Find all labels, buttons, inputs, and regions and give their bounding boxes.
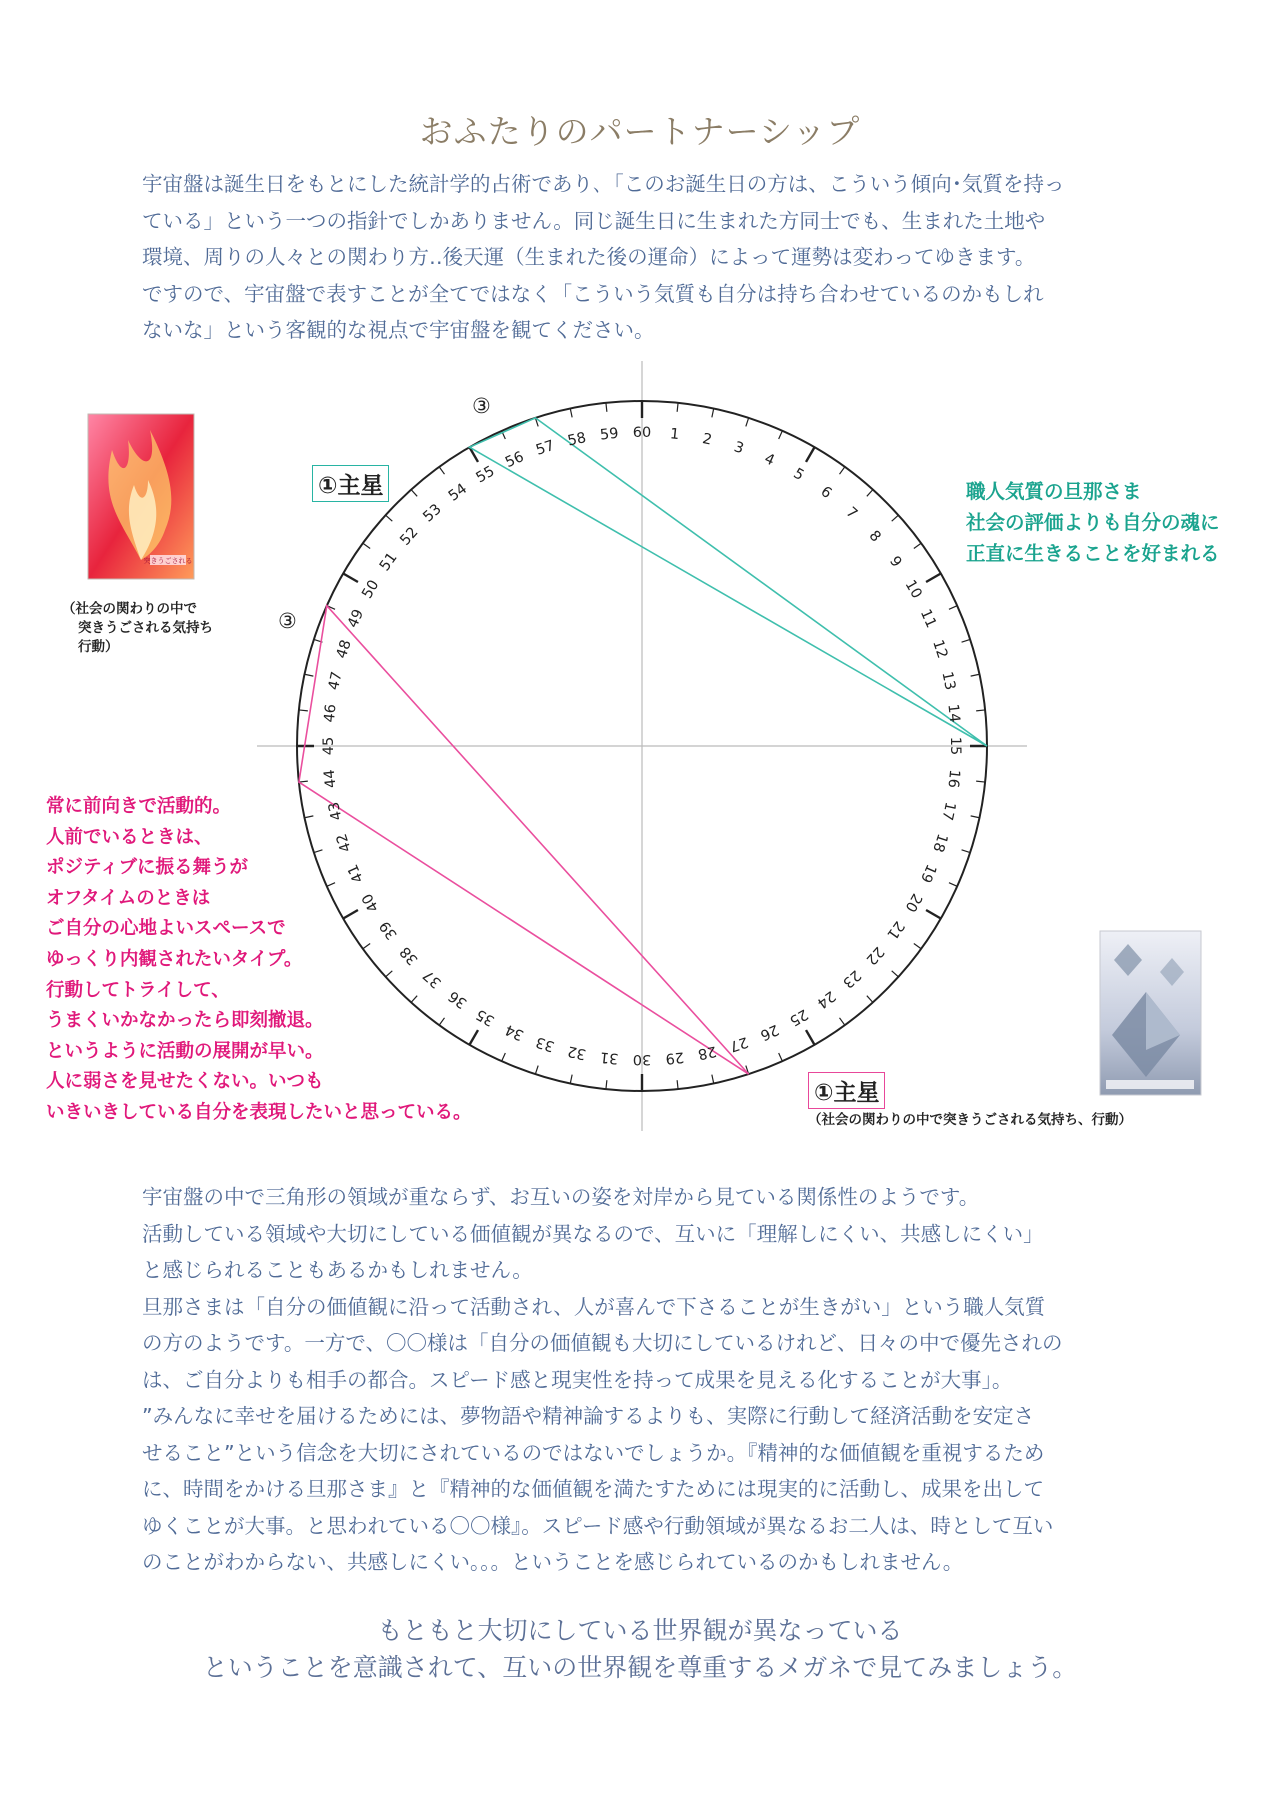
wheel-number: 59 (599, 425, 620, 444)
wheel-number: 26 (757, 1020, 781, 1043)
minor-tick (971, 674, 980, 676)
wheel-number: 39 (376, 917, 401, 943)
minor-tick (914, 943, 921, 948)
body-line: と感じられることもあるかもしれません。 (142, 1258, 533, 1282)
minor-tick (502, 1053, 506, 1061)
body-line: 宇宙盤の中で三角形の領域が重ならず、お互いの姿を対岸から見ている関係性のようです。 (142, 1185, 980, 1209)
wheel-number: 4 (761, 450, 777, 470)
wheel-number: 45 (321, 736, 337, 756)
wheel-number: 6 (817, 483, 835, 502)
husband-main-star-label: ①主星 (312, 465, 389, 502)
wheel-number: 51 (376, 549, 401, 575)
body-line: せること”という信念を大切にされているのではないでしょうか。『精神的な価値観を重視するため (142, 1440, 1045, 1465)
minor-tick (867, 490, 873, 497)
wife-note-line: いきいきしている自分を表現したいと思っている。 (46, 1101, 472, 1123)
wheel-number: 30 (632, 1051, 652, 1067)
minor-tick (299, 710, 308, 711)
wife-small-note: （社会の関わりの中で突きうごされる気持ち、行動） (808, 1112, 1132, 1128)
body-line: のことがわからない、共感しにくい。。。ということを感じられているのかもしれません。 (142, 1550, 964, 1574)
wife-note-line: ご自分の心地よいスペースで (46, 918, 286, 940)
closing-message (0, 1612, 1280, 1686)
minor-tick (606, 1080, 607, 1089)
body-line: ゆくことが大事。と思われている〇〇様』。スピード感や行動領域が異なるお二人は、時として互い (142, 1513, 1054, 1538)
husband-note-line: 社会の評価よりも自分の魂に (966, 511, 1220, 534)
wheel-number: 28 (696, 1042, 718, 1062)
minor-tick (677, 1080, 678, 1089)
wheel-number: 37 (420, 966, 445, 991)
minor-tick (411, 490, 417, 497)
major-tick (806, 1030, 815, 1045)
wheel-number: 21 (883, 917, 908, 943)
wheel-number: 24 (813, 987, 839, 1012)
wheel-number: 49 (345, 607, 368, 631)
minor-tick (892, 515, 899, 521)
minor-tick (839, 467, 844, 474)
wife-note-line: うまくいかなかったら即刻撤退。 (46, 1010, 324, 1032)
minor-tick (363, 543, 370, 548)
minor-tick (606, 403, 607, 412)
wife-note-line: 人に弱さを見せたくない。いつも (46, 1071, 324, 1093)
major-tick (926, 574, 941, 583)
husband-note-line: 正直に生きることを好まれる (966, 542, 1220, 565)
wife-note-line: オフタイムのときは (46, 887, 211, 909)
body-line: は、ご自分よりも相手の都合。スピード感と現実性を持って成果を見える化することが大事」。 (142, 1367, 1013, 1392)
minor-tick (439, 467, 444, 474)
wheel-number: 22 (862, 943, 887, 968)
wheel-number: 3 (731, 439, 746, 458)
body-paragraph (142, 1179, 1162, 1581)
small-note-line: 突きうごされる気持ち (78, 620, 213, 636)
body-line: の方のようです。一方で、〇〇様は「自分の価値観も大切にしているけれど、日々の中で優先されの (142, 1331, 1063, 1355)
body-line: ”みんなに幸せを届けるためには、夢物語や精神論するよりも、実際に行動して経済活動を安定さ (142, 1404, 1035, 1428)
wheel-number: 44 (321, 768, 340, 789)
wife-note-line: ゆっくり内観されたいタイプ。 (46, 948, 303, 970)
intro-line: ないな」という客観的な視点で宇宙盤を観てください。 (142, 318, 655, 342)
minor-tick (971, 816, 980, 818)
wheel-number: 7 (842, 504, 861, 523)
wheel-number: 53 (420, 501, 445, 526)
husband-note (966, 476, 1220, 569)
wheel-number: 54 (445, 480, 471, 505)
minor-tick (962, 850, 971, 853)
minor-tick (712, 409, 714, 418)
minor-tick (949, 883, 957, 887)
wheel-number: 60 (632, 425, 652, 441)
intro-line: 宇宙盤は誕生日をもとにした統計学的占術であり､「このお誕生日の方は、こういう傾向･気質を持っ (142, 172, 1065, 196)
wheel-number: 47 (326, 670, 346, 692)
wheel-number: 15 (947, 736, 963, 756)
wheel-number: 36 (445, 987, 471, 1012)
major-tick (343, 574, 358, 583)
wheel-number: 58 (566, 430, 588, 450)
closing-line: ということを意識されて、互いの世界観を尊重するメガネで見てみましょう。 (202, 1653, 1078, 1682)
wheel-number: 52 (397, 524, 422, 549)
minor-tick (712, 1075, 714, 1084)
wheel-number: 12 (929, 638, 951, 661)
wife-note (46, 792, 472, 1129)
wheel-number: 20 (901, 890, 925, 915)
minor-tick (746, 418, 749, 427)
minor-tick (839, 1018, 844, 1025)
minor-tick (779, 1053, 783, 1061)
minor-tick (976, 710, 985, 711)
major-tick (926, 910, 941, 919)
small-note-line: （社会の関わりの中で (62, 601, 197, 617)
wheel-number: 2 (700, 431, 714, 449)
minor-tick (299, 781, 308, 782)
intro-line: ている」という一つの指針でしかありません。同じ誕生日に生まれた方同士でも、生まれた土地や (142, 208, 1046, 233)
wheel-number: 18 (929, 831, 951, 854)
wheel-number: 16 (944, 768, 963, 789)
wife-note-line: 常に前向きで活動的。 (46, 796, 232, 817)
minor-tick (892, 971, 899, 977)
minor-tick (867, 996, 873, 1003)
minor-tick (976, 781, 985, 782)
marker-left: ③ (278, 609, 297, 633)
wife-note-line: 行動してトライして、 (46, 979, 230, 1001)
wheel-number: 46 (321, 703, 340, 724)
wife-note-line: 人前でいるときは、 (46, 826, 213, 848)
wheel-number: 33 (534, 1033, 557, 1055)
intro-line: 環境、周りの人々との関わり方‥後天運（生まれた後の運命）によって運勢は変わってゆきます。 (142, 245, 1036, 269)
minor-tick (914, 543, 921, 548)
wheel-number: 29 (664, 1048, 685, 1067)
minor-tick (677, 403, 678, 412)
wheel-number: 19 (916, 861, 939, 885)
minor-tick (535, 1066, 538, 1075)
wife-main-star-label: ①主星 (808, 1072, 885, 1109)
wheel-number: 35 (473, 1005, 498, 1029)
body-line: 活動している領域や大切にしている価値観が異なるので、互いに「理解しにくい、共感しにくい」 (142, 1221, 1044, 1246)
right-card-image (1100, 931, 1201, 1095)
wheel-number: 32 (566, 1042, 588, 1062)
wheel-number: 1 (669, 426, 681, 444)
wheel-number: 34 (503, 1020, 527, 1043)
marker-top: ③ (472, 394, 491, 418)
wheel-number: 41 (345, 861, 368, 885)
minor-tick (570, 1075, 572, 1084)
wheel-number: 50 (359, 577, 383, 602)
wheel-number: 23 (839, 966, 864, 991)
husband-note-line: 職人気質の旦那さま (966, 480, 1142, 503)
wheel-number: 48 (333, 638, 355, 661)
wheel-number: 13 (938, 670, 958, 692)
minor-tick (962, 639, 971, 642)
minor-tick (949, 606, 957, 610)
wheel-number: 27 (727, 1033, 750, 1055)
left-card-image (88, 414, 194, 579)
minor-tick (779, 431, 783, 439)
small-note-line: 行動） (78, 639, 119, 655)
major-tick (806, 447, 815, 462)
wheel-number: 25 (786, 1005, 811, 1029)
wheel-number: 57 (534, 437, 557, 459)
wheel-number: 8 (865, 527, 884, 546)
page-title: おふたりのパートナーシップ (419, 112, 861, 151)
wheel-number: 55 (473, 463, 498, 487)
wheel-number: 40 (359, 890, 383, 915)
intro-line: ですので、宇宙盤で表すことが全てではなく「こういう気質も自分は持ち合わせているのかもしれ (142, 281, 1044, 306)
wheel-number: 5 (790, 465, 807, 485)
wheel-number: 9 (886, 553, 905, 571)
body-line: に、時間をかける旦那さま』と『精神的な価値観を満たすためには現実的に活動し、成果を出して (142, 1477, 1044, 1501)
wife-note-line: ポジティブに振る舞うが (46, 857, 249, 879)
wheel-number: 56 (503, 449, 527, 472)
minor-tick (305, 674, 314, 676)
wheel-number: 43 (326, 800, 346, 822)
husband-small-note (62, 600, 213, 657)
minor-tick (570, 409, 572, 418)
wheel-number: 10 (901, 577, 925, 602)
minor-tick (386, 515, 393, 521)
wheel-number: 31 (599, 1048, 620, 1067)
wheel-number: 17 (938, 800, 958, 822)
left-card-caption: 突きうごされる (143, 557, 193, 565)
wheel-number: 38 (397, 943, 422, 968)
closing-line: もともと大切にしている世界観が異なっている (377, 1616, 903, 1645)
wheel-number: 11 (916, 607, 939, 631)
body-line: 旦那さまは「自分の価値観に沿って活動され、人が喜んで下さることが生きがい」という職人気質 (142, 1294, 1046, 1319)
wheel-number: 14 (944, 703, 963, 724)
wife-note-line: というように活動の展開が早い。 (46, 1040, 324, 1062)
wheel-number: 42 (333, 831, 355, 854)
